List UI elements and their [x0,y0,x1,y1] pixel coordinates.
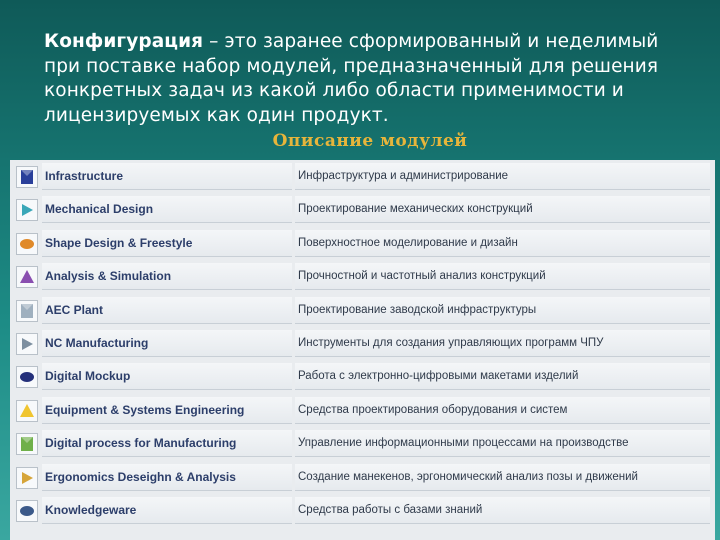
module-row [10,260,715,291]
aec-plant-icon [16,300,38,322]
modules-subtitle: Описание модулей [272,131,468,151]
module-name: Digital Mockup [42,363,292,390]
module-description: Поверхностное моделирование и дизайн [295,230,710,257]
mechanical-design-icon [16,199,38,221]
ergonomics-icon [16,467,38,489]
module-row [10,360,715,391]
equipment-systems-icon [16,400,38,422]
module-name: Infrastructure [42,163,292,190]
module-description: Средства проектирования оборудования и систем [295,397,710,424]
module-name: AEC Plant [42,297,292,324]
module-row [10,327,715,358]
module-row [10,427,715,458]
module-description: Управление информационными процессами на производстве [295,430,710,457]
module-name: Ergonomics Deseighn & Analysis [42,464,292,491]
definition-text: – это заранее сформированный и неделимый при поставке набор модулей, предназначенный для решения конкретных задач из какой либо области применимости и лицензируемых как один продукт. [44,31,659,126]
analysis-simulation-icon [16,266,38,288]
definition-term: Конфигурация [44,31,204,52]
module-name: Analysis & Simulation [42,263,292,290]
module-description: Работа с электронно-цифровыми макетами изделий [295,363,710,390]
module-row [10,461,715,492]
module-description: Прочностной и частотный анализ конструкций [295,263,710,290]
module-description: Проектирование заводской инфраструктуры [295,297,710,324]
module-name: Mechanical Design [42,196,292,223]
infrastructure-icon [16,166,38,188]
module-row [10,494,715,525]
definition-paragraph [44,30,694,128]
module-row [10,193,715,224]
module-name: NC Manufacturing [42,330,292,357]
knowledgeware-icon [16,500,38,522]
module-name: Digital process for Manufacturing [42,430,292,457]
module-description: Инструменты для создания управляющих программ ЧПУ [295,330,710,357]
module-row [10,294,715,325]
module-row [10,394,715,425]
module-description: Инфраструктура и администрирование [295,163,710,190]
module-row [10,160,715,191]
modules-table [10,160,715,540]
module-description: Проектирование механических конструкций [295,196,710,223]
module-description: Средства работы с базами знаний [295,497,710,524]
module-name: Equipment & Systems Engineering [42,397,292,424]
digital-process-icon [16,433,38,455]
shape-design-icon [16,233,38,255]
module-name: Shape Design & Freestyle [42,230,292,257]
digital-mockup-icon [16,366,38,388]
module-name: Knowledgeware [42,497,292,524]
module-row [10,227,715,258]
nc-manufacturing-icon [16,333,38,355]
module-description: Создание манекенов, эргономический анализ позы и движений [295,464,710,491]
